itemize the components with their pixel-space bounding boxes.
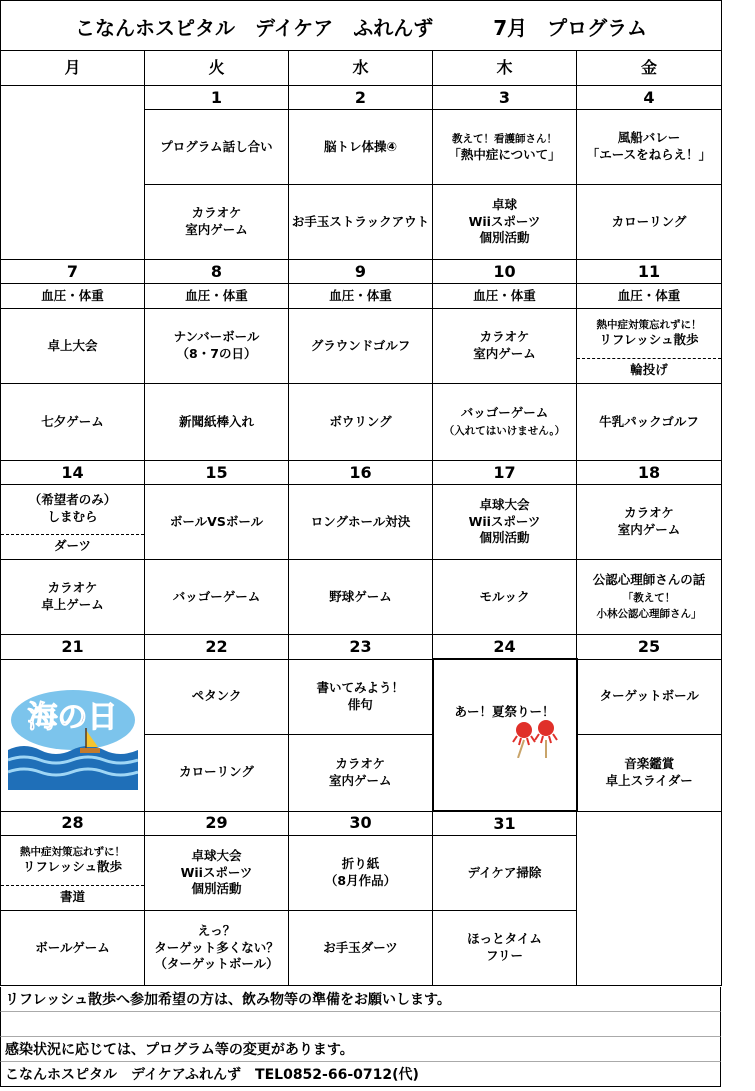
day-number: 10 bbox=[433, 260, 577, 284]
blood-pressure-cell: 血圧・体重 bbox=[1, 284, 145, 309]
umi-no-hi-cell bbox=[1, 659, 145, 811]
note-line: リフレッシュ散歩へ参加希望の方は、飲み物等の準備をお願いします。 bbox=[0, 987, 721, 1012]
activity-line: カラオケ bbox=[47, 580, 98, 596]
activity-line: 「教えて！ bbox=[622, 591, 676, 604]
day-number: 8 bbox=[145, 260, 289, 284]
tako-icon bbox=[434, 726, 576, 766]
blood-pressure-cell: 血圧・体重 bbox=[145, 284, 289, 309]
activity-line: ターゲット多くない？ bbox=[154, 939, 279, 955]
activity-cell bbox=[433, 485, 577, 560]
activity-line: 「エースをねらえ！」 bbox=[586, 147, 712, 162]
activity-line: 書いてみよう！ bbox=[316, 679, 404, 695]
activity-line: 折り紙 bbox=[341, 856, 380, 872]
activity-line: フリー bbox=[485, 948, 523, 963]
activity-line: あー！夏祭りー！ bbox=[454, 703, 555, 719]
activity-line: Wiiスポーツ bbox=[468, 513, 541, 529]
blood-pressure-cell: 血圧・体重 bbox=[433, 284, 577, 309]
activity-line: 音楽鑑賞 bbox=[624, 755, 675, 771]
activity-line: カラオケ bbox=[624, 505, 674, 521]
activity-cell bbox=[145, 309, 289, 384]
weekday-header: 金 bbox=[577, 51, 722, 86]
activity-cell: お手玉ダーツ bbox=[289, 911, 433, 986]
activity-cell: モルック bbox=[433, 560, 577, 635]
activity-cell bbox=[145, 836, 289, 911]
day-number: 16 bbox=[289, 461, 433, 485]
natsumatsuri-cell bbox=[433, 659, 577, 811]
day-number: 30 bbox=[289, 811, 433, 836]
activity-line: 公認心理師さんの話 bbox=[592, 571, 706, 587]
calendar-table bbox=[0, 50, 722, 986]
weekday-header: 火 bbox=[145, 51, 289, 86]
activity-line: 「熱中症について」 bbox=[448, 147, 561, 162]
activity-line: カラオケ bbox=[479, 329, 530, 345]
day-number: 24 bbox=[433, 635, 577, 660]
activity-line: 個別活動 bbox=[479, 230, 530, 246]
umi-no-hi-text: 海の日 bbox=[27, 700, 118, 735]
activity-line: ダーツ bbox=[53, 538, 91, 554]
activity-line: Wiiスポーツ bbox=[468, 213, 541, 229]
activity-cell bbox=[433, 110, 577, 185]
activity-cell: 脳トレ体操④ bbox=[289, 110, 433, 185]
activity-cell bbox=[289, 836, 433, 911]
activity-cell: 牛乳パックゴルフ bbox=[577, 384, 722, 461]
activity-cell: ペタンク bbox=[145, 659, 289, 734]
page-title: こなんホスピタル デイケア ふれんず 7月 プログラム bbox=[0, 0, 722, 51]
activity-cell: バッゴーゲーム bbox=[145, 560, 289, 635]
activity-line: バッゴーゲーム bbox=[460, 405, 549, 421]
empty-cell bbox=[1, 86, 145, 260]
activity-line: 卓球大会 bbox=[191, 847, 242, 863]
activity-line: ナンバーボール bbox=[173, 329, 260, 345]
day-number: 14 bbox=[1, 461, 145, 485]
activity-line: （8・7の日） bbox=[176, 346, 257, 361]
day-number: 2 bbox=[289, 86, 433, 110]
day-number: 28 bbox=[1, 811, 145, 836]
activity-line: リフレッシュ散歩 bbox=[599, 331, 699, 347]
activity-line: 個別活動 bbox=[479, 530, 530, 546]
empty-cell bbox=[577, 811, 722, 986]
activity-cell: 野球ゲーム bbox=[289, 560, 433, 635]
activity-line: 風船バレー bbox=[617, 130, 681, 146]
weekday-header: 水 bbox=[289, 51, 433, 86]
activity-line: 卓上ゲーム bbox=[41, 597, 104, 612]
day-number: 17 bbox=[433, 461, 577, 485]
activity-cell bbox=[577, 110, 722, 185]
activity-line: 室内ゲーム bbox=[185, 222, 248, 237]
activity-cell: デイケア掃除 bbox=[433, 836, 577, 911]
activity-cell bbox=[145, 911, 289, 986]
activity-line: カラオケ bbox=[335, 755, 386, 771]
activity-cell bbox=[1, 560, 145, 635]
activity-line: Wiiスポーツ bbox=[180, 864, 253, 880]
day-number: 25 bbox=[577, 635, 722, 660]
day-number: 31 bbox=[433, 811, 577, 836]
note-line: 感染状況に応じては、プログラム等の変更があります。 bbox=[0, 1037, 721, 1062]
activity-cell bbox=[289, 659, 433, 734]
activity-cell: カローリング bbox=[145, 734, 289, 811]
activity-line: 卓上スライダー bbox=[605, 772, 693, 788]
activity-cell bbox=[577, 560, 722, 635]
activity-line: えっ？ bbox=[197, 922, 236, 938]
activity-line: 室内ゲーム bbox=[328, 772, 392, 788]
activity-cell: お手玉ストラックアウト bbox=[289, 185, 433, 260]
day-number: 15 bbox=[145, 461, 289, 485]
activity-line: ほっとタイム bbox=[467, 931, 542, 947]
activity-line: 熱中症対策忘れずに！ bbox=[596, 318, 702, 331]
umi-no-hi-illustration bbox=[8, 680, 138, 790]
activity-cell bbox=[433, 911, 577, 986]
activity-line: リフレッシュ散歩 bbox=[22, 858, 123, 874]
activity-line: （8月作品） bbox=[324, 873, 397, 888]
activity-cell: ボウリング bbox=[289, 384, 433, 461]
activity-cell: ターゲットボール bbox=[577, 659, 722, 734]
activity-cell bbox=[433, 384, 577, 461]
day-number: 18 bbox=[577, 461, 722, 485]
activity-line: （希望者のみ） bbox=[28, 492, 117, 508]
day-number: 29 bbox=[145, 811, 289, 836]
activity-line: 書道 bbox=[59, 889, 85, 905]
footer-notes bbox=[0, 987, 721, 1087]
activity-line: カラオケ bbox=[191, 205, 242, 221]
activity-line: 室内ゲーム bbox=[473, 346, 536, 361]
weekday-header: 木 bbox=[433, 51, 577, 86]
activity-cell bbox=[145, 185, 289, 260]
activity-cell bbox=[289, 734, 433, 811]
activity-cell bbox=[433, 309, 577, 384]
activity-line: 小林公認心理師さん」 bbox=[596, 608, 702, 621]
day-number: 4 bbox=[577, 86, 722, 110]
activity-line: 室内ゲーム bbox=[617, 522, 681, 537]
activity-line: 教えて！看護師さん！ bbox=[452, 133, 557, 146]
day-number: 9 bbox=[289, 260, 433, 284]
contact-line: こなんホスピタル デイケアふれんず TEL0852-66-0712(代) bbox=[0, 1062, 721, 1087]
activity-cell bbox=[577, 485, 722, 560]
activity-line: 輪投げ bbox=[630, 362, 668, 378]
weekday-header: 月 bbox=[1, 51, 145, 86]
activity-cell: ロングホール対決 bbox=[289, 485, 433, 560]
activity-line: （ターゲットボール） bbox=[154, 956, 279, 972]
activity-line: 個別活動 bbox=[191, 881, 242, 897]
day-number: 21 bbox=[1, 635, 145, 660]
activity-cell: 七夕ゲーム bbox=[1, 384, 145, 461]
activity-line: 卓球大会 bbox=[479, 496, 530, 512]
activity-line: 熱中症対策忘れずに！ bbox=[20, 845, 125, 858]
activity-cell: グラウンドゴルフ bbox=[289, 309, 433, 384]
activity-cell: プログラム話し合い bbox=[145, 110, 289, 185]
blank-row bbox=[0, 1012, 721, 1037]
activity-cell bbox=[577, 734, 722, 811]
day-number: 3 bbox=[433, 86, 577, 110]
activity-note: （入れてはいけません。） bbox=[443, 425, 566, 437]
blood-pressure-cell: 血圧・体重 bbox=[289, 284, 433, 309]
day-number: 22 bbox=[145, 635, 289, 660]
activity-line: しまむら bbox=[47, 509, 98, 525]
activity-line: 卓球 bbox=[491, 196, 517, 212]
activity-cell: ボールゲーム bbox=[1, 911, 145, 986]
activity-cell: カローリング bbox=[577, 185, 722, 260]
day-number: 11 bbox=[577, 260, 722, 284]
blood-pressure-cell: 血圧・体重 bbox=[577, 284, 722, 309]
activity-cell-split bbox=[1, 836, 145, 911]
day-number: 23 bbox=[289, 635, 433, 660]
activity-line: 俳句 bbox=[347, 696, 373, 712]
day-number: 7 bbox=[1, 260, 145, 284]
activity-cell-split bbox=[577, 309, 722, 384]
activity-cell bbox=[433, 185, 577, 260]
activity-cell: 卓上大会 bbox=[1, 309, 145, 384]
day-number: 1 bbox=[145, 86, 289, 110]
activity-cell: 新聞紙棒入れ bbox=[145, 384, 289, 461]
activity-cell-split bbox=[1, 485, 145, 560]
activity-cell: ボールVSボール bbox=[145, 485, 289, 560]
